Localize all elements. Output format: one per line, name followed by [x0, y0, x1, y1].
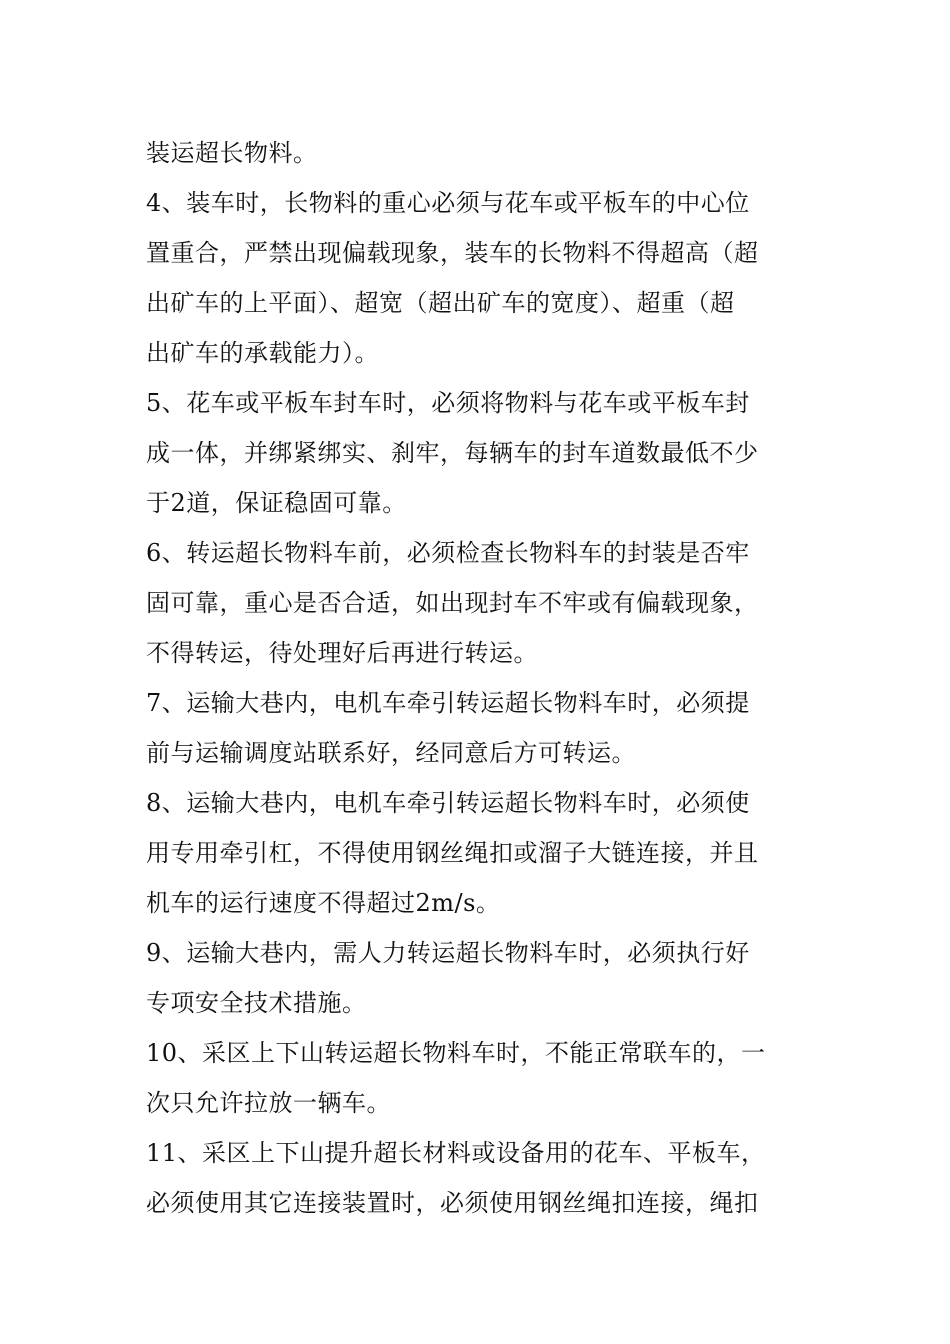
- text-line: 成一体，并绑紧绑实、刹牢，每辆车的封车道数最低不少: [146, 439, 759, 467]
- paragraph-item-11: [146, 1128, 811, 1228]
- text-line: 5、花车或平板车封车时，必须将物料与花车或平板车封: [146, 389, 750, 417]
- paragraph-item-7: [146, 678, 811, 778]
- text-line: 不得转运，待处理好后再进行转运。: [146, 639, 538, 667]
- text-line: 8、运输大巷内，电机车牵引转运超长物料车时，必须使: [146, 789, 750, 817]
- text-line: 装运超长物料。: [146, 139, 318, 167]
- text-line: 11、采区上下山提升超长材料或设备用的花车、平板车，: [146, 1139, 766, 1167]
- text-line: 用专用牵引杠，不得使用钢丝绳扣或溜子大链连接，并且: [146, 839, 759, 867]
- text-line: 必须使用其它连接装置时，必须使用钢丝绳扣连接，绳扣: [146, 1189, 759, 1217]
- text-line: 置重合，严禁出现偏载现象，装车的长物料不得超高（超: [146, 239, 759, 267]
- text-line: 7、运输大巷内，电机车牵引转运超长物料车时，必须提: [146, 689, 750, 717]
- text-line: 专项安全技术措施。: [146, 989, 367, 1017]
- text-line: 9、运输大巷内，需人力转运超长物料车时，必须执行好: [146, 939, 750, 967]
- paragraph-item-9: [146, 928, 811, 1028]
- paragraph-item-4: [146, 178, 811, 378]
- text-line: 10、采区上下山转运超长物料车时，不能正常联车的，一: [146, 1039, 766, 1067]
- text-line: 4、装车时，长物料的重心必须与花车或平板车的中心位: [146, 189, 750, 217]
- paragraph-item-8: [146, 778, 811, 928]
- paragraph: [146, 128, 811, 178]
- text-line: 出矿车的上平面）、超宽（超出矿车的宽度）、超重（超: [146, 289, 735, 317]
- paragraph-item-5: [146, 378, 811, 528]
- document-body: [146, 128, 811, 1228]
- text-line: 机车的运行速度不得超过2m/s。: [146, 889, 501, 917]
- text-line: 6、转运超长物料车前，必须检查长物料车的封装是否牢: [146, 539, 750, 567]
- text-line: 出矿车的承载能力）。: [146, 339, 379, 367]
- text-line: 于2道，保证稳固可靠。: [146, 489, 407, 517]
- paragraph-item-10: [146, 1028, 811, 1128]
- paragraph-item-6: [146, 528, 811, 678]
- text-line: 次只允许拉放一辆车。: [146, 1089, 391, 1117]
- text-line: 固可靠，重心是否合适，如出现封车不牢或有偏载现象，: [146, 589, 759, 617]
- text-line: 前与运输调度站联系好，经同意后方可转运。: [146, 739, 636, 767]
